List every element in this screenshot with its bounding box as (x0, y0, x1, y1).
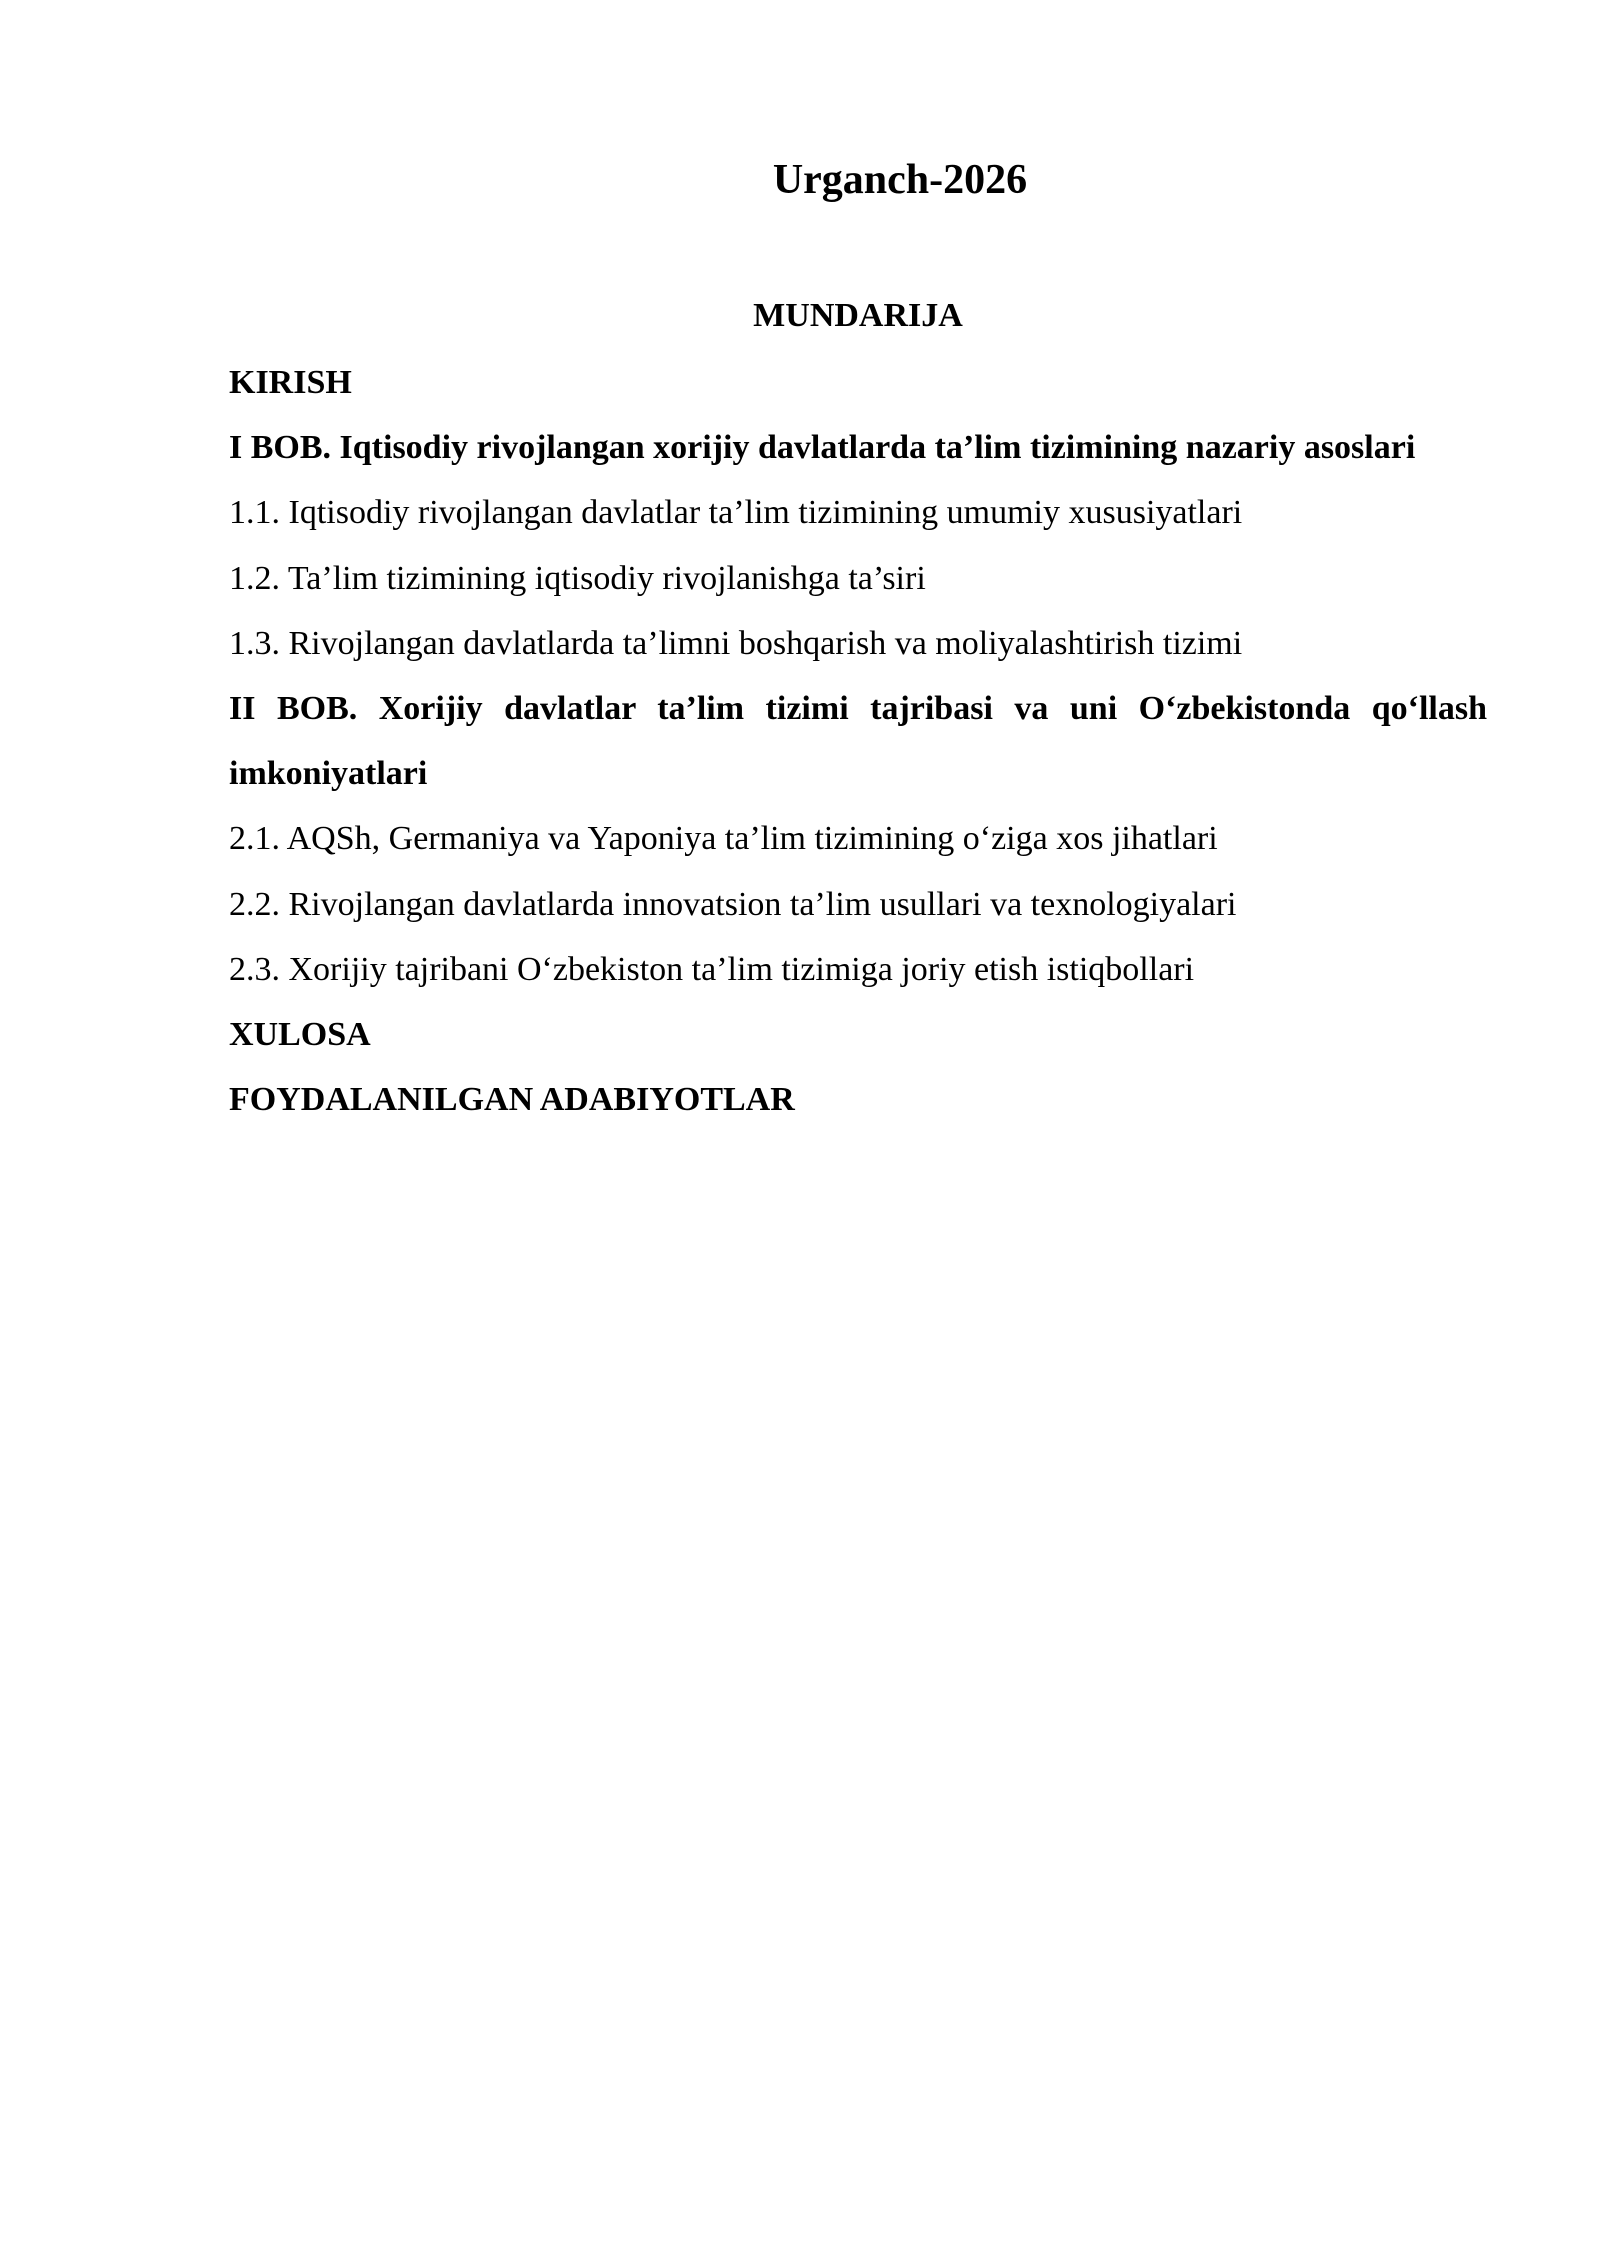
toc-entry-section-2-1: 2.1. AQSh, Germaniya va Yaponiya ta’lim tizimining o‘ziga xos jihatlari (229, 820, 1218, 858)
toc-entry-references: FOYDALANILGAN ADABIYOTLAR (229, 1081, 795, 1119)
toc-entry-section-1-2: 1.2. Ta’lim tizimining iqtisodiy rivojlanishga ta’siri (229, 559, 926, 597)
toc-entry-section-1-1: 1.1. Iqtisodiy rivojlangan davlatlar ta’lim tizimining umumiy xususiyatlari (229, 494, 1243, 532)
toc-entry-section-2-3: 2.3. Xorijiy tajribani O‘zbekiston ta’lim tizimiga joriy etish istiqbollari (229, 950, 1195, 988)
toc-entry-xulosa: XULOSA (229, 1016, 371, 1054)
toc-entry-section-2-2: 2.2. Rivojlangan davlatlarda innovatsion ta’lim usullari va texnologiyalari (229, 885, 1237, 923)
table-of-contents (229, 282, 1487, 1132)
toc-entry-chapter-2: II BOB. Xorijiy davlatlar ta’lim tizimi tajribasi va uni O‘zbekistonda qo‘llash imkoniyatlari (229, 690, 1487, 793)
toc-entry-section-1-3: 1.3. Rivojlangan davlatlarda ta’limni boshqarish va moliyalashtirish tizimi (229, 624, 1243, 662)
toc-entry-kirish: KIRISH (229, 364, 352, 401)
city-year-heading: Urganch-2026 (772, 157, 1028, 203)
toc-title: MUNDARIJA (753, 297, 963, 334)
toc-entry-chapter-1: I BOB. Iqtisodiy rivojlangan xorijiy davlatlarda ta’lim tizimining nazariy asoslari (229, 429, 1416, 467)
